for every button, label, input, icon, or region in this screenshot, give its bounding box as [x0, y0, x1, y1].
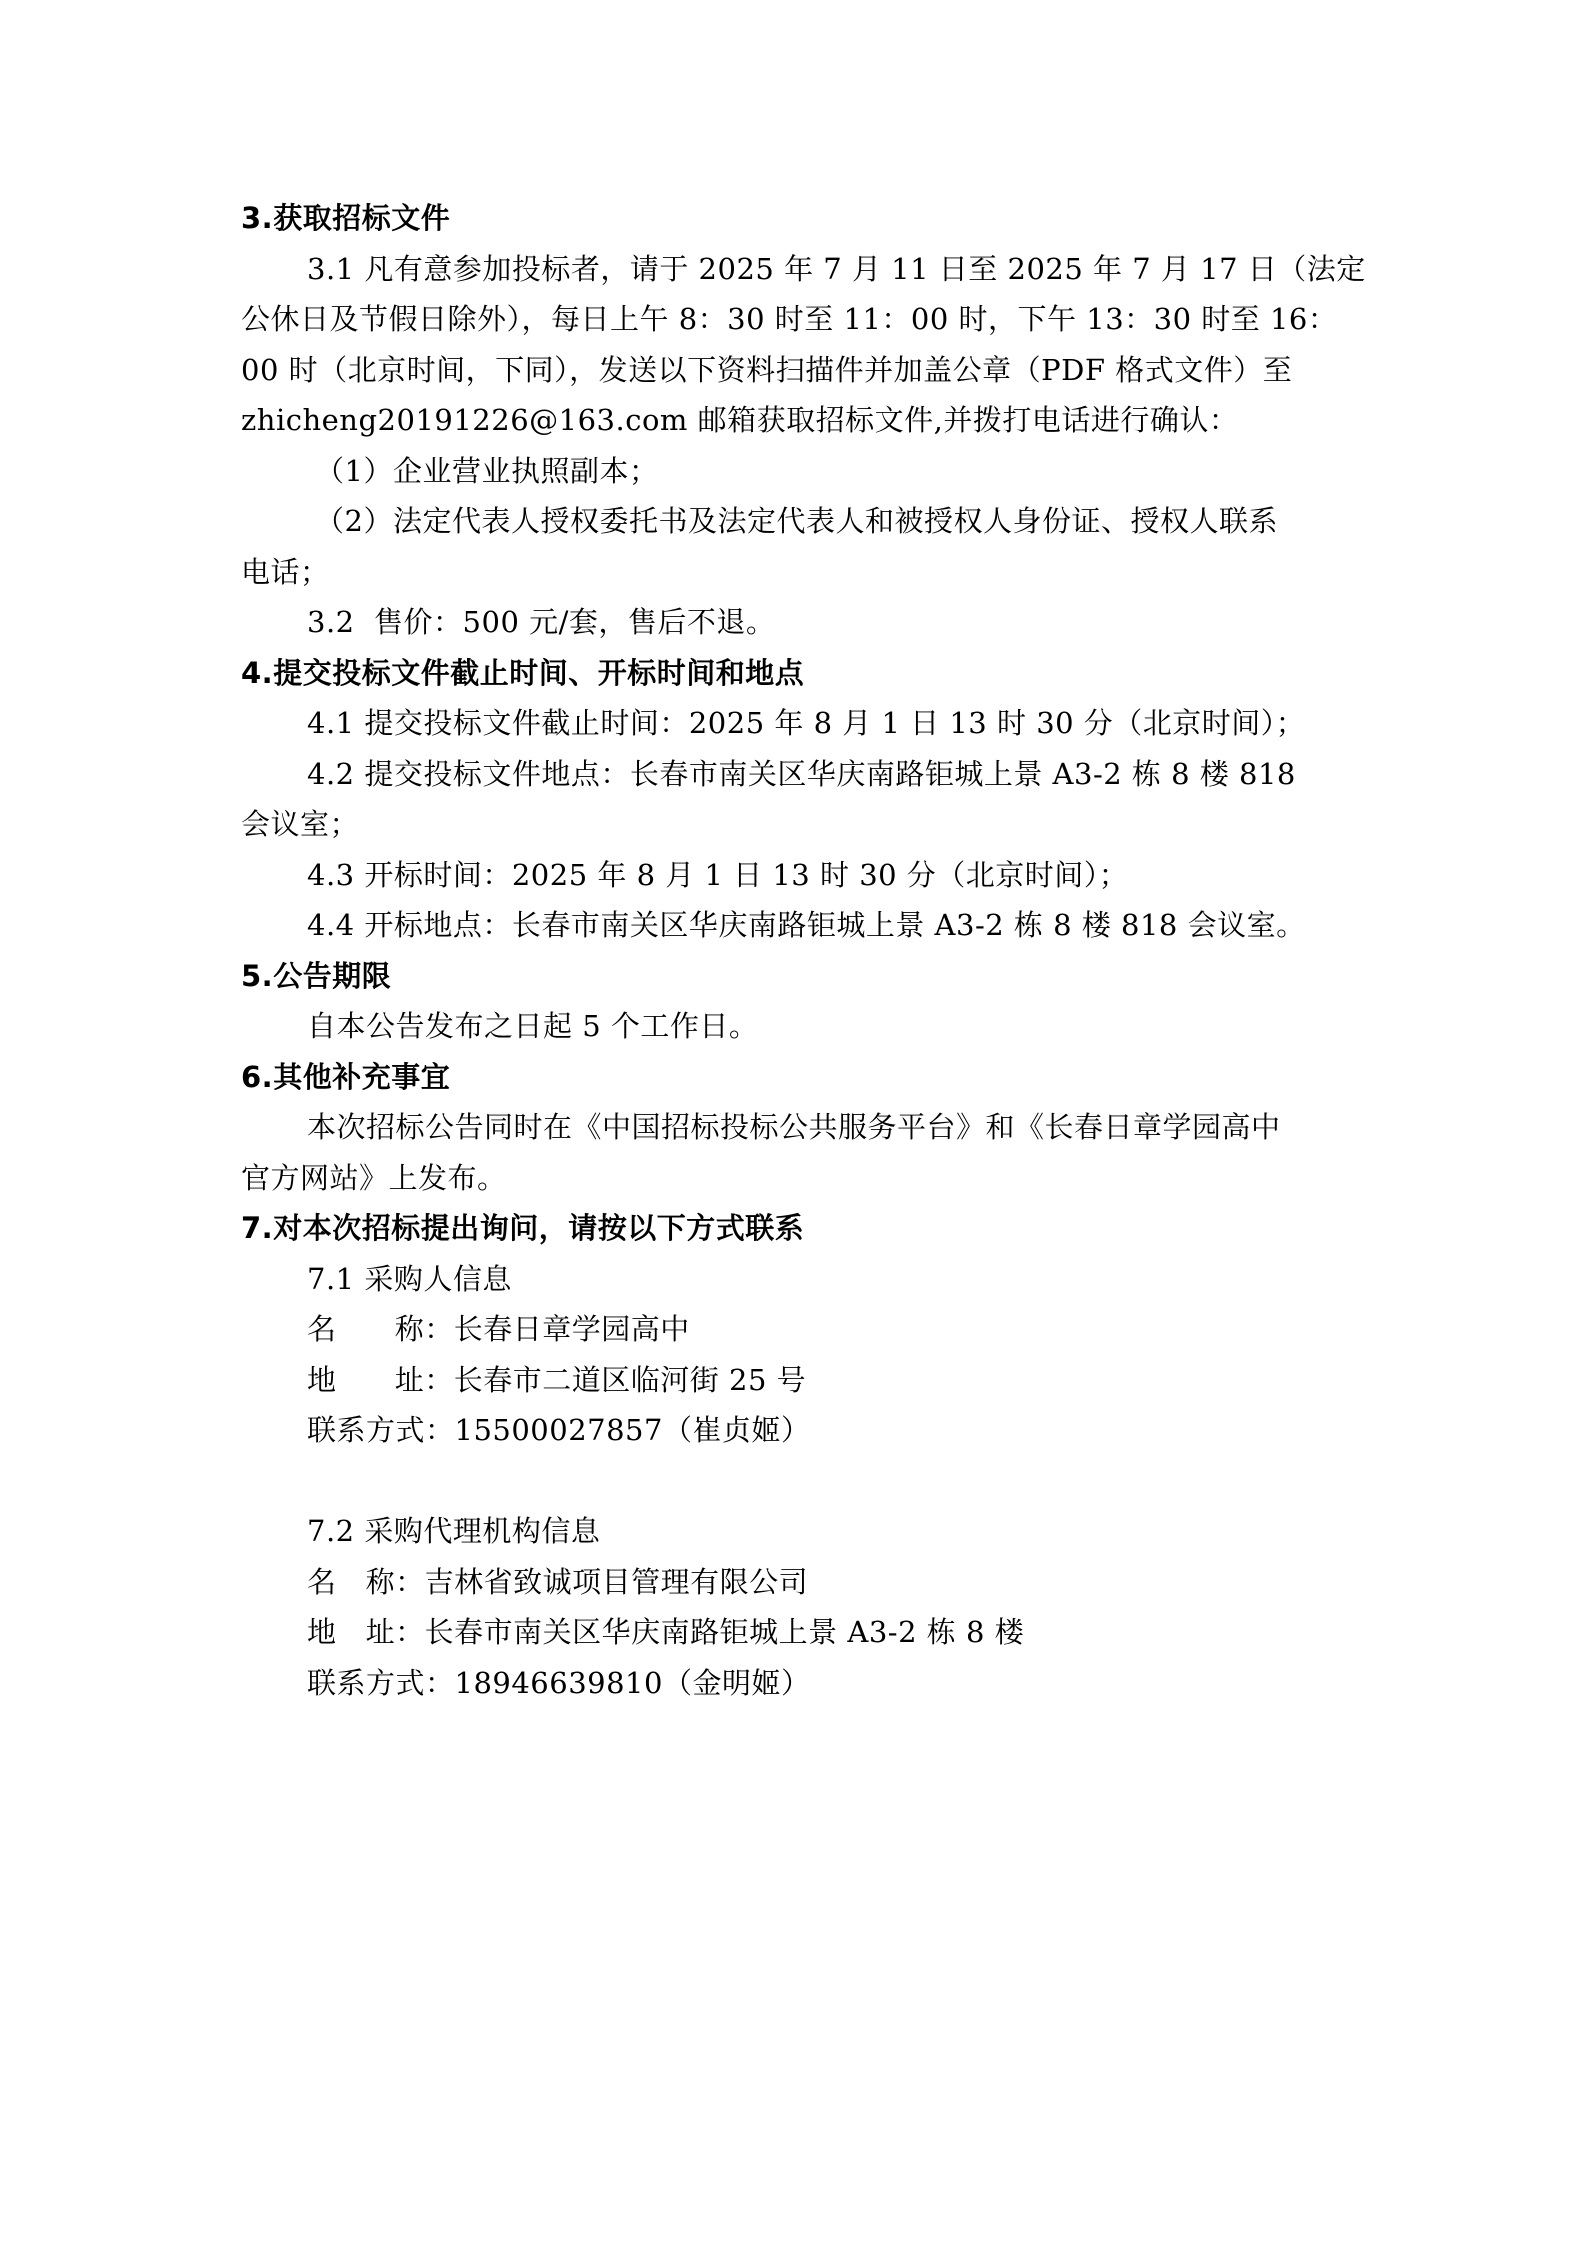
section-3-1-line-4: zhicheng20191226@163.com 邮箱获取招标文件,并拨打电话进行确认： [241, 403, 1239, 437]
document-body [241, 193, 1366, 1708]
buyer-contact: 联系方式：15500027857（崔贞姬） [307, 1413, 811, 1447]
section-3-2-price: 3.2 售价：500 元/套，售后不退。 [307, 605, 776, 639]
section-6-line-1: 本次招标公告同时在《中国招标投标公共服务平台》和《长春日章学园高中 [307, 1110, 1281, 1144]
section-3-1-line-3: 00 时（北京时间，下同），发送以下资料扫描件并加盖公章（PDF 格式文件）至 [241, 352, 1293, 387]
section-4-3-opening-time: 4.3 开标时间：2025 年 8 月 1 日 13 时 30 分（北京时间）； [307, 857, 1129, 892]
section-6-heading: 6.其他补充事宜 [241, 1059, 451, 1094]
spacer [241, 1456, 1361, 1507]
requirement-item-1: （1）企业营业执照副本； [315, 453, 659, 488]
section-4-4-opening-location: 4.4 开标地点：长春市南关区华庆南路钜城上景 A3-2 栋 8 楼 818 会议室。 [307, 908, 1306, 942]
agent-contact: 联系方式：18946639810（金明姬） [307, 1665, 811, 1700]
section-5-heading: 5.公告期限 [241, 958, 392, 993]
section-4-2-location-line-2: 会议室； [241, 807, 360, 841]
requirement-item-2-line-1: （2）法定代表人授权委托书及法定代表人和被授权人身份证、授权人联系 [315, 504, 1278, 538]
section-7-heading: 7.对本次招标提出询问，请按以下方式联系 [241, 1211, 805, 1245]
buyer-address: 地 址：长春市二道区临河街 25 号 [307, 1362, 807, 1397]
section-5-period: 自本公告发布之日起 5 个工作日。 [307, 1009, 759, 1043]
section-6-line-2: 官方网站》上发布。 [241, 1160, 507, 1195]
buyer-info-title: 7.1 采购人信息 [307, 1261, 512, 1296]
requirement-item-2-line-2: 电话； [241, 554, 330, 589]
section-3-1-line-2: 公休日及节假日除外），每日上午 8：30 时至 11：00 时，下午 13：30 时至 16： [241, 302, 1338, 336]
buyer-name: 名 称：长春日章学园高中 [307, 1312, 690, 1346]
section-4-2-location-line-1: 4.2 提交投标文件地点：长春市南关区华庆南路钜城上景 A3-2 栋 8 楼 818 [307, 756, 1296, 791]
section-3-heading: 3.获取招标文件 [241, 201, 451, 235]
agent-name: 名 称：吉林省致诚项目管理有限公司 [307, 1564, 809, 1599]
agent-info-title: 7.2 采购代理机构信息 [307, 1514, 601, 1548]
agent-address: 地 址：长春市南关区华庆南路钜城上景 A3-2 栋 8 楼 [307, 1615, 1025, 1649]
section-4-1-deadline: 4.1 提交投标文件截止时间：2025 年 8 月 1 日 13 时 30 分（北京时间）； [307, 706, 1306, 740]
section-3-1-line-1: 3.1 凡有意参加投标者，请于 2025 年 7 月 11 日至 2025 年 7 月 17 日（法定 [307, 251, 1366, 286]
section-4-heading: 4.提交投标文件截止时间、开标时间和地点 [241, 655, 805, 690]
